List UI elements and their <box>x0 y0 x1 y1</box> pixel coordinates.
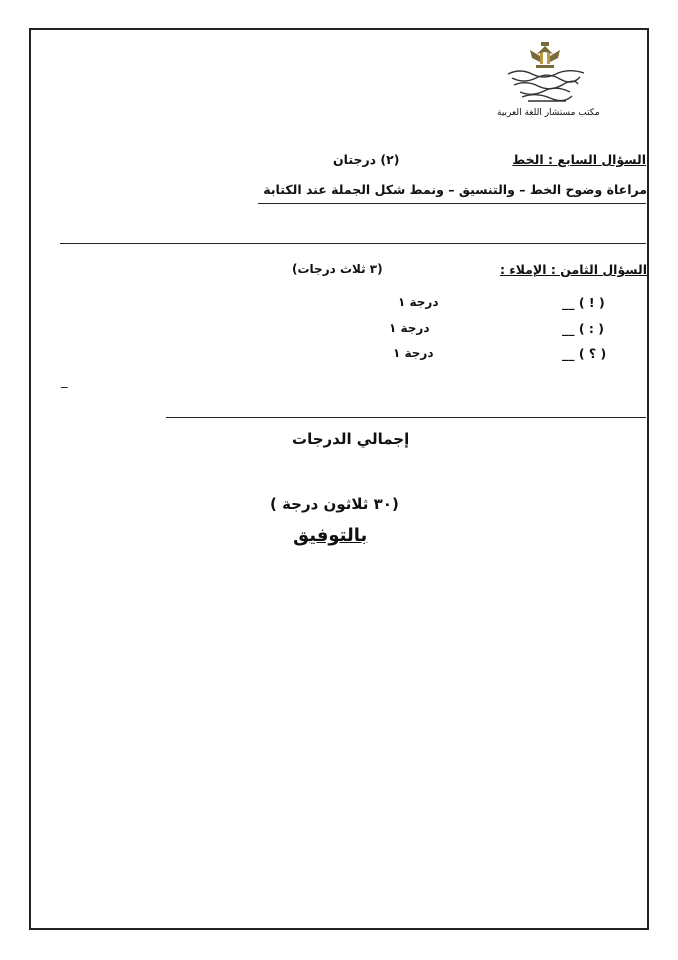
q7-criteria-underline <box>258 203 646 204</box>
q8-marks: (٣ ثلاث درجات) <box>292 262 383 276</box>
q8-item-2-blank: __ ( : ) <box>562 321 604 336</box>
q7-title: السؤال السابع : الخط <box>512 152 646 167</box>
q8-item-1-blank: __ ( ! ) <box>562 295 605 310</box>
q8-item-2-grade: درجة ١ <box>389 321 430 335</box>
total-label: إجمالي الدرجات <box>292 430 410 448</box>
ministry-logo <box>500 40 590 118</box>
section-divider <box>60 243 646 244</box>
eagle-emblem-icon <box>530 42 560 68</box>
total-divider <box>166 417 646 418</box>
q8-title: السؤال الثامن : الإملاء : <box>499 262 647 277</box>
stray-dash: _ <box>61 374 68 389</box>
total-value: (٣٠ ثلاثون درجة ) <box>270 495 399 513</box>
q8-item-3-blank: __ ( ؟ ) <box>562 346 607 361</box>
closing-text: بالتوفيق <box>293 525 368 546</box>
office-label: مكتب مستشار اللغة العربية <box>497 108 600 118</box>
q8-item-3-grade: درجة ١ <box>393 346 434 360</box>
ministry-calligraphy <box>508 71 584 101</box>
q7-criteria: مراعاة وضوح الخط – والتنسيق – ونمط شكل الجملة عند الكتابة <box>263 182 647 197</box>
q8-item-1-grade: درجة ١ <box>398 295 439 309</box>
q7-marks: (٢) درجتان <box>333 152 400 167</box>
